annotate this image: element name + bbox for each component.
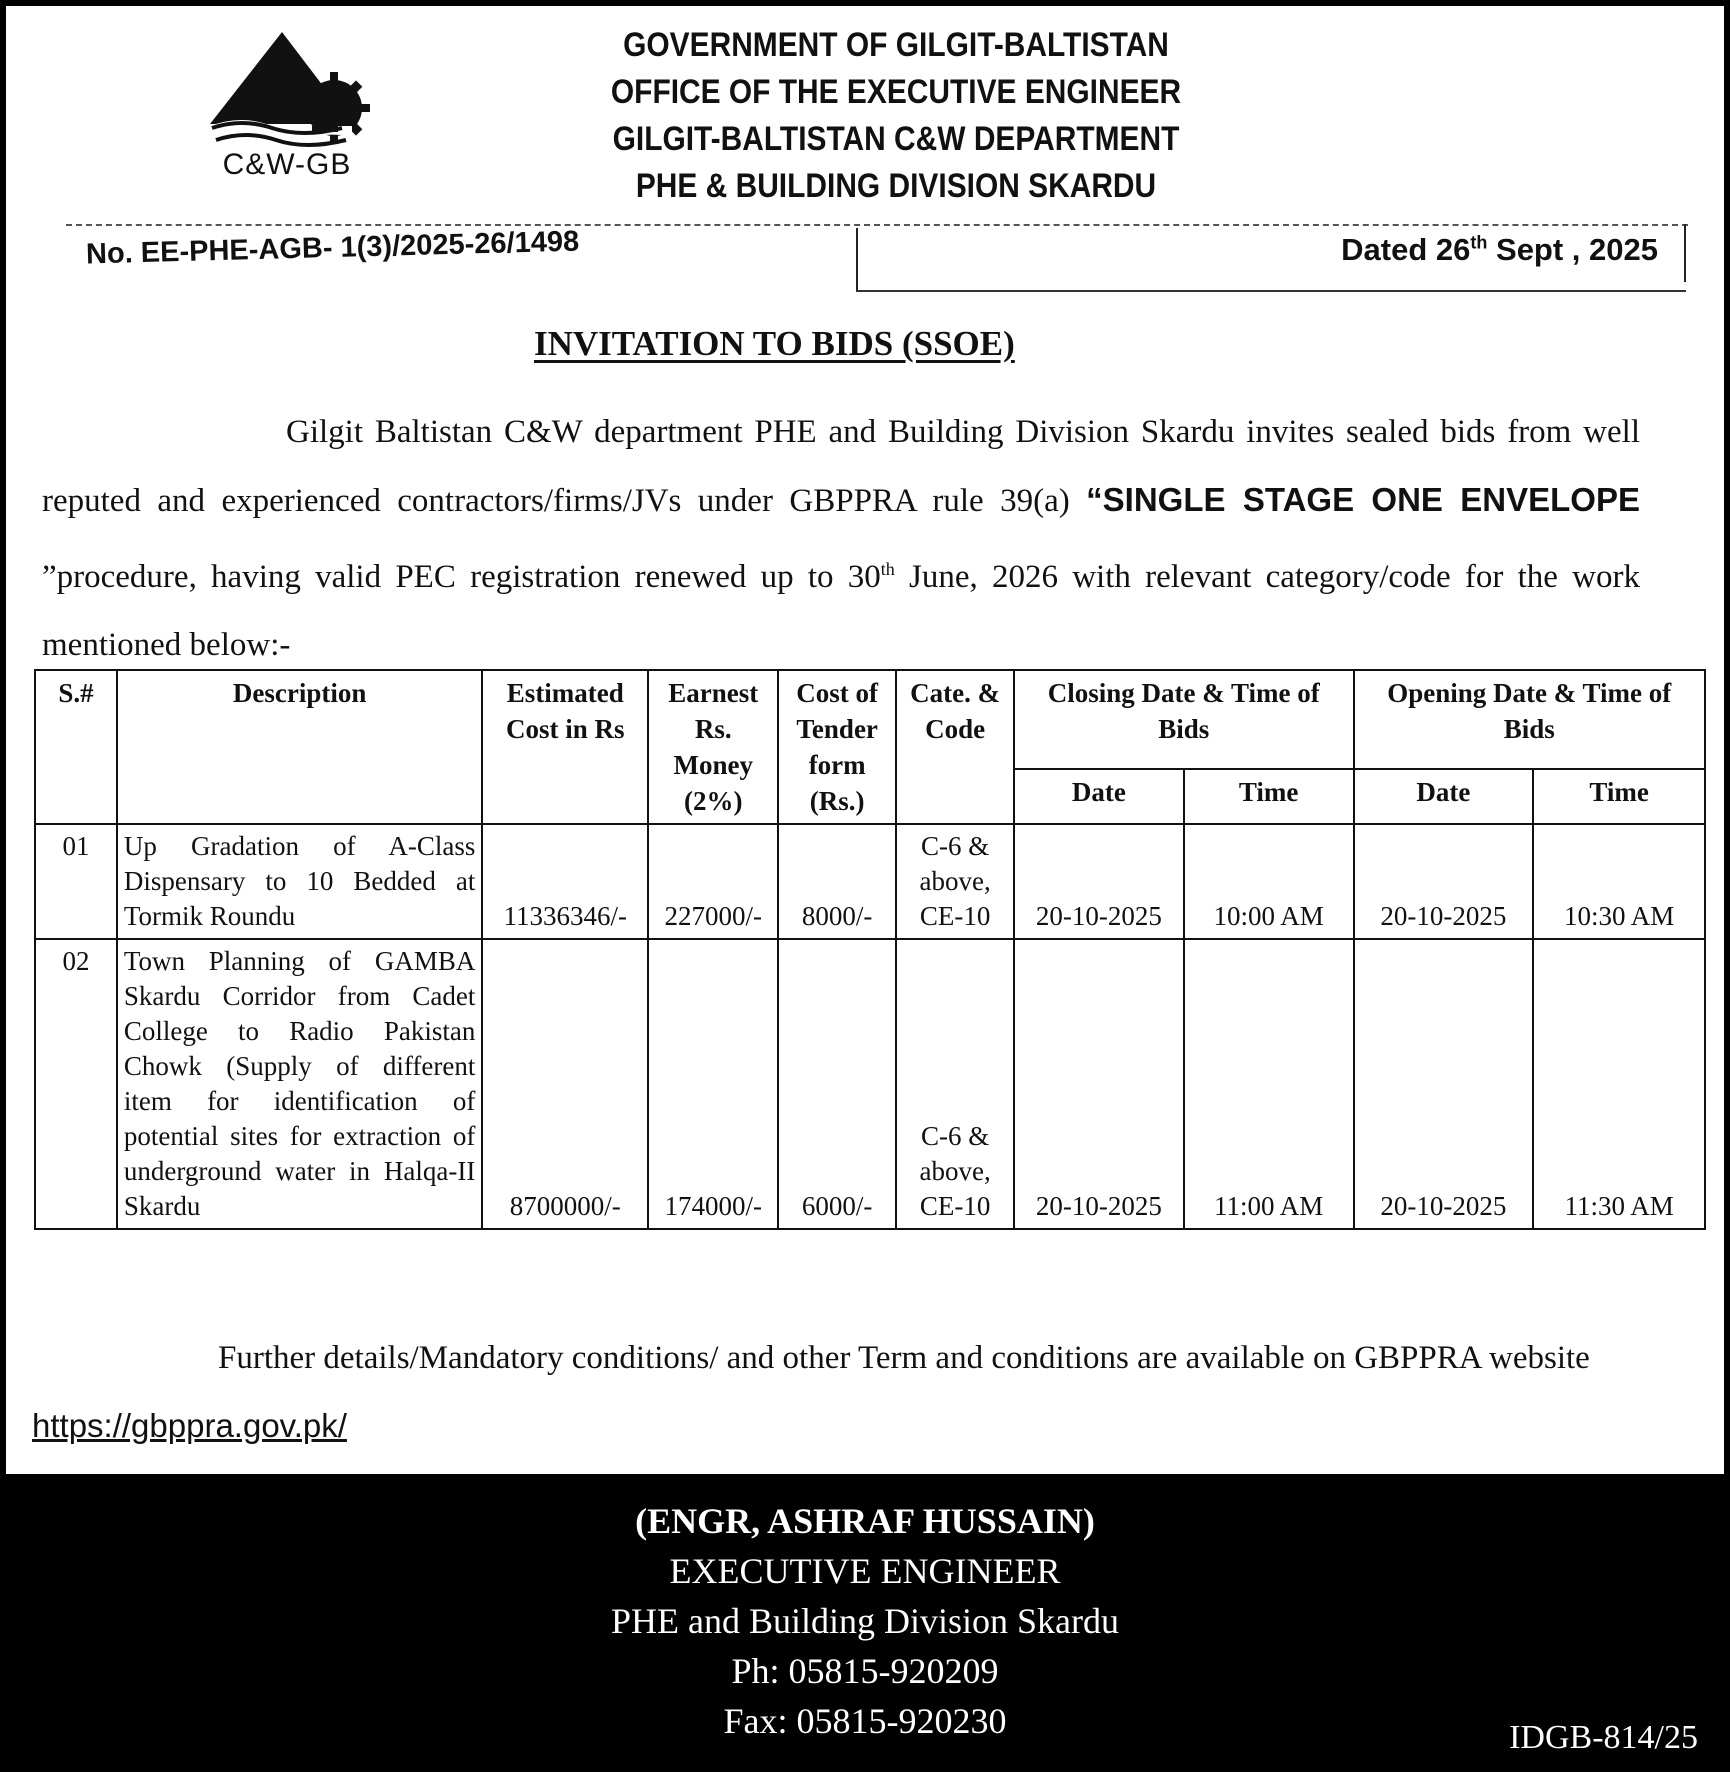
cell-description: Up Gradation of A-Class Dispensary to 10 Bedded at Tormik Roundu — [117, 824, 482, 939]
header-description: Description — [117, 670, 482, 824]
ad-code: IDGB-814/25 — [1509, 1719, 1698, 1756]
reference-row — [66, 218, 1688, 296]
intro-procedure: “SINGLE STAGE ONE ENVELOPE — [1086, 481, 1640, 518]
gbppra-website-link[interactable]: https://gbppra.gov.pk/ — [32, 1407, 347, 1444]
date-prefix: Dated 26 — [1341, 232, 1471, 267]
signatory-fax: Fax: 05815-920230 — [723, 1701, 1007, 1741]
header-line-2: OFFICE OF THE EXECUTIVE ENGINEER — [610, 73, 1182, 111]
header-sno: S.# — [35, 670, 117, 824]
cell-category: C-6 & above, CE-10 — [896, 824, 1014, 939]
cell-opening-date: 20-10-2025 — [1354, 939, 1534, 1229]
cell-earnest-money: 227000/- — [648, 824, 778, 939]
cell-closing-date: 20-10-2025 — [1014, 824, 1184, 939]
cell-closing-date: 20-10-2025 — [1014, 939, 1184, 1229]
header-earnest-money: Earnest Rs. Money (2%) — [648, 670, 778, 824]
cell-earnest-money: 174000/- — [648, 939, 778, 1229]
intro-text-1: Gilgit Baltistan C&W department PHE and Building Division Skardu invites sealed bids from well reputed and experienced contractors/firms/JVs under GBPPRA rule 39(a) — [42, 414, 1640, 519]
footer-text: Further details/Mandatory conditions/ and other Term and conditions are available on GBPPRA website — [218, 1340, 1590, 1376]
cell-estimated-cost: 11336346/- — [482, 824, 648, 939]
cell-category: C-6 & above, CE-10 — [896, 939, 1014, 1229]
signature-block — [0, 1496, 1730, 1746]
cell-description: Town Planning of GAMBA Skardu Corridor from Cadet College to Radio Pakistan Chowk (Supply of different item for identification of potential sites for extraction of underground water in Halqa-II Skardu — [117, 939, 482, 1229]
intro-superscript: th — [880, 559, 895, 579]
header-closing-date: Date — [1014, 769, 1184, 824]
header-line-4: PHE & BUILDING DIVISION SKARDU — [635, 167, 1157, 205]
cell-opening-date: 20-10-2025 — [1354, 824, 1534, 939]
divider — [66, 224, 1688, 226]
signatory-office: PHE and Building Division Skardu — [610, 1601, 1119, 1641]
header-opening-time: Time — [1533, 769, 1705, 824]
cell-sno: 01 — [35, 824, 117, 939]
signatory-phone: Ph: 05815-920209 — [731, 1651, 999, 1691]
mountain-gear-logo-icon — [202, 28, 372, 158]
cell-estimated-cost: 8700000/- — [482, 939, 648, 1229]
table-row — [35, 824, 1705, 939]
date-suffix: Sept , 2025 — [1487, 232, 1658, 267]
bids-table — [34, 669, 1706, 1230]
header-line-1: GOVERNMENT OF GILGIT-BALTISTAN — [623, 26, 1169, 64]
reference-date — [1341, 232, 1658, 268]
table-row — [35, 939, 1705, 1229]
header-opening-date: Date — [1354, 769, 1534, 824]
letterhead — [606, 22, 1187, 210]
divider — [856, 228, 858, 290]
cell-tender-cost: 6000/- — [778, 939, 896, 1229]
cell-opening-time: 11:30 AM — [1533, 939, 1705, 1229]
header-estimated-cost: Estimated Cost in Rs — [482, 670, 648, 824]
divider — [1684, 224, 1686, 282]
cell-tender-cost: 8000/- — [778, 824, 896, 939]
signatory-designation: EXECUTIVE ENGINEER — [669, 1551, 1061, 1591]
header-tender-cost: Cost of Tender form (Rs.) — [778, 670, 896, 824]
notice-paper — [6, 6, 1724, 1474]
logo-text: C&W-GB — [222, 148, 352, 181]
intro-text-2: ”procedure, having valid PEC registration renewed up to 30 — [42, 559, 881, 595]
cw-gb-logo — [202, 28, 372, 200]
cell-sno: 02 — [35, 939, 117, 1229]
notice-title: INVITATION TO BIDS (SSOE) — [534, 324, 1015, 363]
intro-text-3: June, 2026 with relevant category/code for the work mentioned below:- — [42, 559, 1640, 663]
reference-number: No. EE-PHE-AGB- 1(3)/2025-26/1498 — [85, 225, 580, 271]
footer-paragraph — [32, 1324, 1644, 1461]
divider — [856, 290, 1686, 292]
header-closing: Closing Date & Time of Bids — [1014, 670, 1353, 769]
header-line-3: GILGIT-BALTISTAN C&W DEPARTMENT — [612, 120, 1180, 158]
intro-paragraph — [42, 398, 1640, 679]
cell-closing-time: 10:00 AM — [1184, 824, 1354, 939]
date-superscript: th — [1470, 232, 1488, 253]
signatory-name: (ENGR, ASHRAF HUSSAIN) — [635, 1501, 1095, 1541]
header-closing-time: Time — [1184, 769, 1354, 824]
header-opening: Opening Date & Time of Bids — [1354, 670, 1706, 769]
header-category: Cate. & Code — [896, 670, 1014, 824]
cell-closing-time: 11:00 AM — [1184, 939, 1354, 1229]
cell-opening-time: 10:30 AM — [1533, 824, 1705, 939]
